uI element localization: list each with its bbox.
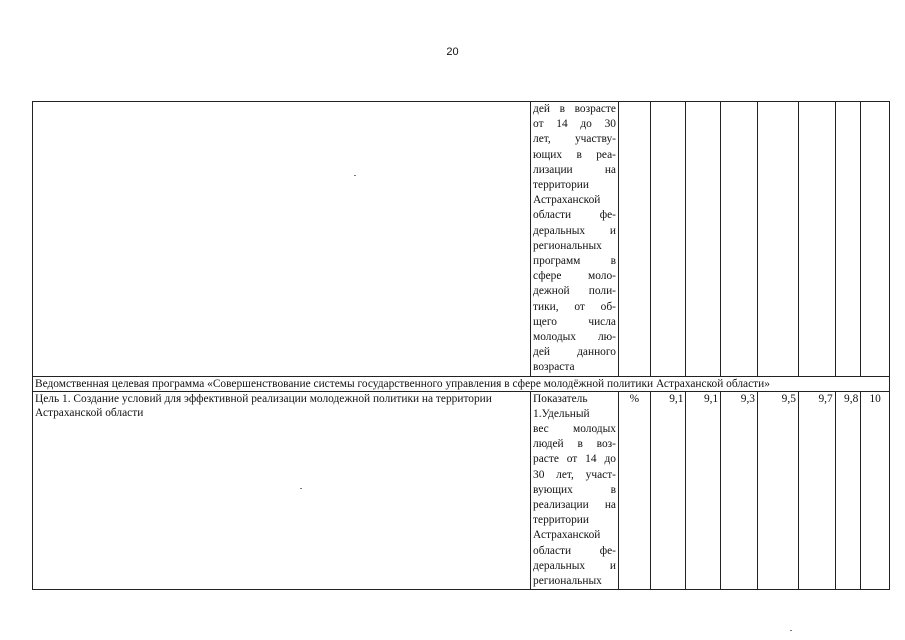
goal-text: Цель 1. Создание условий для эффективной реализации молодежной политики на территории Астраханской области — [33, 391, 531, 590]
value-cell — [861, 102, 890, 377]
indicator-line: лет, участву- — [533, 133, 616, 146]
indicator-line: расте от 14 до — [533, 453, 616, 466]
indicator-line: деральных и — [533, 559, 616, 572]
indicator-line: территории — [533, 514, 589, 527]
indicator-line: возраста — [533, 361, 575, 374]
indicator-line: программ в — [533, 255, 616, 268]
value-cell — [835, 102, 861, 377]
indicator-line: Показатель — [533, 392, 588, 405]
value-cell: 10 — [861, 391, 890, 590]
value-cell: 9,7 — [798, 391, 835, 590]
indicator-line: тики, от об- — [533, 300, 616, 313]
unit-cell — [618, 102, 650, 377]
indicator-line: реализации на — [533, 499, 616, 512]
value-cell — [721, 102, 758, 377]
indicator-line: вес молодых — [533, 423, 616, 436]
indicator-line: щего числа — [533, 315, 616, 328]
indicator-cell-continued — [531, 102, 619, 377]
indicator-line: области фе- — [533, 209, 616, 222]
page-number: 20 — [446, 46, 459, 58]
value-cell — [798, 102, 835, 377]
value-cell: 9,3 — [721, 391, 758, 590]
indicator-line: деральных и — [533, 224, 616, 237]
indicator-line: 30 лет, участ- — [533, 468, 616, 481]
indicator-line: области фе- — [533, 544, 616, 557]
indicator-line: территории — [533, 179, 589, 192]
value-cell: 9,8 — [835, 391, 861, 590]
scan-speck — [300, 488, 302, 489]
indicator-line: Астраханской — [533, 529, 601, 542]
indicator-line: региональных — [533, 239, 602, 252]
indicator-line: сфере моло- — [533, 270, 616, 283]
indicator-line: вующих в — [533, 483, 616, 496]
indicator-line: людей в воз- — [533, 438, 616, 451]
value-cell: 9,5 — [758, 391, 799, 590]
goal-cell-empty — [33, 102, 531, 377]
indicator-line: дежной поли- — [533, 285, 616, 298]
scan-speck — [790, 630, 792, 631]
indicator-line: ющих в реа- — [533, 148, 616, 161]
scan-speck — [354, 175, 356, 176]
continued-row — [33, 102, 890, 377]
indicator-line: 1.Удельный — [533, 407, 590, 420]
value-cell — [758, 102, 799, 377]
indicator-line: лизации на — [533, 163, 616, 176]
program-row — [33, 376, 890, 391]
indicator-line: региональных — [533, 575, 602, 588]
indicator-line: дей данного — [533, 346, 616, 359]
indicator-line: Астраханской — [533, 194, 601, 207]
indicator-line: от 14 до 30 — [533, 118, 616, 131]
indicator-cell — [531, 391, 619, 590]
program-title: Ведомственная целевая программа «Совершенствование системы государственного управления в сфере молодёжной политики Астраханской области» — [33, 376, 890, 391]
indicator-line: дей в возрасте — [533, 103, 616, 115]
indicator-line: молодых лю- — [533, 331, 616, 344]
value-cell — [686, 102, 721, 377]
value-cell — [650, 102, 686, 377]
goal-row — [33, 391, 890, 590]
value-cell: 9,1 — [650, 391, 686, 590]
value-cell: 9,1 — [686, 391, 721, 590]
unit-cell: % — [618, 391, 650, 590]
indicator-table — [32, 101, 890, 590]
